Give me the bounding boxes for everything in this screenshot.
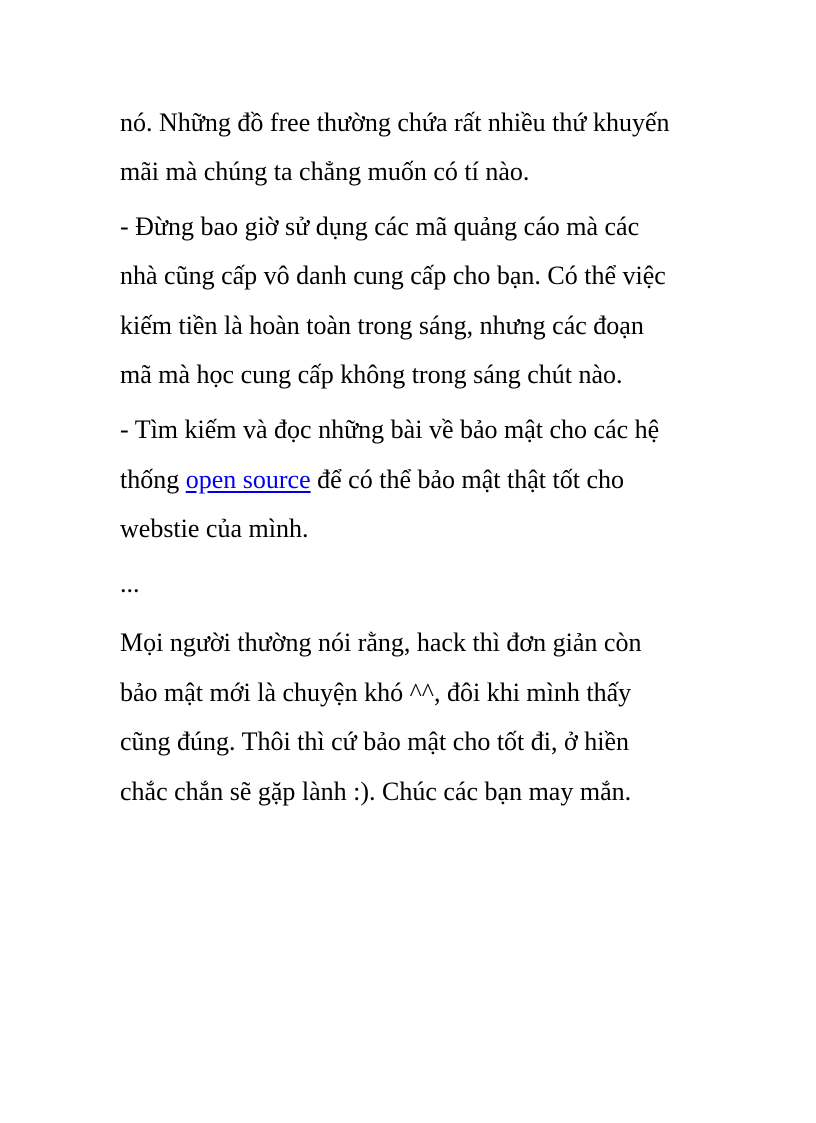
text-segment: để có thể bảo mật thật tốt cho bbox=[310, 465, 624, 494]
text-line-with-link bbox=[120, 465, 624, 495]
text-line: chắc chắn sẽ gặp lành :). Chúc các bạn may mắn. bbox=[120, 777, 632, 806]
text-line: Mọi người thường nói rằng, hack thì đơn giản còn bbox=[120, 628, 642, 657]
text-line: webstie của mình. bbox=[120, 514, 309, 543]
text-line: nhà cũng cấp vô danh cung cấp cho bạn. Có thể việc bbox=[120, 261, 666, 290]
open-source-link[interactable]: open source bbox=[185, 465, 311, 494]
text-line: mãi mà chúng ta chẳng muốn có tí nào. bbox=[120, 157, 530, 186]
text-line: - Tìm kiếm và đọc những bài về bảo mật cho các hệ bbox=[120, 415, 660, 444]
text-line: nó. Những đồ free thường chứa rất nhiều thứ khuyến bbox=[120, 108, 670, 137]
text-line: cũng đúng. Thôi thì cứ bảo mật cho tốt đi, ở hiền bbox=[120, 727, 630, 756]
text-line: bảo mật mới là chuyện khó ^^, đôi khi mình thấy bbox=[120, 678, 632, 707]
text-line: mã mà học cung cấp không trong sáng chút nào. bbox=[120, 360, 623, 389]
text-segment: thống bbox=[120, 465, 186, 494]
ellipsis: ... bbox=[120, 569, 140, 598]
text-line: kiếm tiền là hoàn toàn trong sáng, nhưng các đoạn bbox=[120, 311, 644, 340]
text-line: - Đừng bao giờ sử dụng các mã quảng cáo mà các bbox=[120, 212, 640, 241]
